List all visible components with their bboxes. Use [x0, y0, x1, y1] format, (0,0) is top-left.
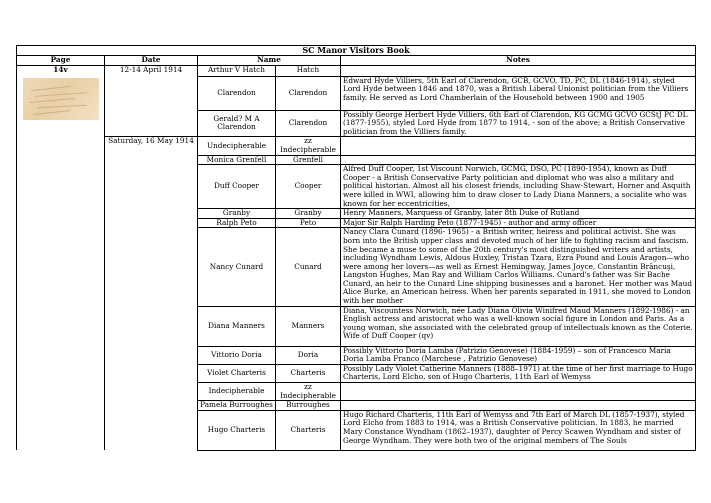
sheet-title: SC Manor Visitors Book	[17, 46, 696, 56]
date-cell: Saturday, 16 May 1914	[105, 137, 198, 450]
row-notes: Hugo Richard Charteris, 11th Earl of Wemyss and 7th Earl of March DL (1857-1937), styled Lord Elcho from 1883 to 1914, was a British Conservative politician. In 1883, he married Mary Constance Wyndham (1862–1937), daughter of Percy Scawen Wyndham and sister of George Wyndham. They were both two of the original members of The Souls	[341, 410, 696, 450]
row-name: Duff Cooper	[198, 165, 276, 209]
row-notes: Major Sir Ralph Harding Peto (1877-1945) - author and army officer	[341, 218, 696, 228]
row-short-name: Clarendon	[276, 76, 341, 110]
row-name: Indecipherable	[198, 383, 276, 401]
row-name: Monica Grenfell	[198, 155, 276, 165]
row-name: Vittorio Doria	[198, 346, 276, 364]
header-notes: Notes	[341, 56, 696, 66]
row-short-name: Grenfell	[276, 155, 341, 165]
visitors-book-thumbnail[interactable]	[23, 78, 99, 120]
row-notes: Possibly George Herbert Hyde Villiers, 6th Earl of Clarendon, KG GCMG GCVO GCStJ PC DL (1877-1955), styled Lord Hyde from 1877 to 1914, - son of the above; a British Conservative politician from the Villiers family.	[341, 110, 696, 137]
row-short-name: Cunard	[276, 228, 341, 306]
row-short-name: Cooper	[276, 165, 341, 209]
header-date: Date	[105, 56, 198, 66]
row-name: Nancy Cunard	[198, 228, 276, 306]
row-short-name: Charteris	[276, 410, 341, 450]
row-short-name: Granby	[276, 209, 341, 219]
row-name: Gerald? M A Clarendon	[198, 110, 276, 137]
row-name: Hugo Charteris	[198, 410, 276, 450]
visitors-table	[16, 45, 696, 451]
row-short-name: Charteris	[276, 364, 341, 382]
row-notes: Possibly Vittorio Doria Lamba (Patrizio Genovese) (1884-1959) – son of Francesco Maria Doria Lamba Franco (Marchese , Patrizio Genovese)	[341, 346, 696, 364]
row-name: Diana Manners	[198, 306, 276, 346]
row-short-name: Doria	[276, 346, 341, 364]
row-notes	[341, 401, 696, 411]
row-notes: Nancy Clara Cunard (1896- 1965) - a British writer, heiress and political activist. She was born into the British upper class and devoted much of her life to fighting racism and fascism. She became a muse to some of the 20th century's most distinguished writers and artists, including Wyndham Lewis, Aldous Huxley, Tristan Tzara, Ezra Pound and Louis Aragon—who were among her lovers—as well as Ernest Hemingway, James Joyce, Constantin Brâncuşi, Langston Hughes, Man Ray and William Carlos Williams. Cunard's father was Sir Bache Cunard, an heir to the Cunard Line shipping businesses and a baronet. Her mother was Maud Alice Burke, an American heiress. When her parents separated in 1911, she moved to London with her mother	[341, 228, 696, 306]
row-name: Ralph Peto	[198, 218, 276, 228]
row-notes	[341, 155, 696, 165]
row-notes	[341, 137, 696, 155]
date-cell: 12-14 April 1914	[105, 65, 198, 137]
header-page: Page	[17, 56, 105, 66]
row-short-name: zz Indecipherable	[276, 137, 341, 155]
row-name: Undecipherable	[198, 137, 276, 155]
row-short-name: Burroughes	[276, 401, 341, 411]
row-notes: Possibly Lady Violet Catherine Manners (1888–1971) at the time of her first marriage to Hugo Charteris, Lord Elcho, son of Hugo Charteris, 11th Earl of Wemyss	[341, 364, 696, 382]
row-name: Pamela Burroughes	[198, 401, 276, 411]
visitors-book-sheet	[16, 45, 695, 451]
row-notes: Edward Hyde Villiers, 5th Earl of Clarendon, GCB, GCVO, TD, PC, DL (1846-1914), styled Lord Hyde between 1846 and 1870, was a British Liberal Unionist politician from the Villiers family. He served as Lord Chamberlain of the Household between 1900 and 1905	[341, 76, 696, 110]
row-short-name: Manners	[276, 306, 341, 346]
row-notes: Diana, Viscountess Norwich, née Lady Diana Olivia Winifred Maud Manners (1892-1986) - an English actress and aristocrat who was a well-known social figure in London and Paris. As a young woman, she associated with the celebrated group of intellectuals known as the Coterie. Wife of Duff Cooper (qv)	[341, 306, 696, 346]
row-short-name: Hatch	[276, 65, 341, 76]
row-short-name: zz Indecipherable	[276, 383, 341, 401]
page-number: 14v	[53, 65, 68, 74]
row-notes	[341, 383, 696, 401]
header-name: Name	[198, 56, 341, 66]
row-short-name: Clarendon	[276, 110, 341, 137]
row-name: Arthur V Hatch	[198, 65, 276, 76]
page-number-cell	[17, 65, 105, 137]
row-notes: Henry Manners, Marquess of Granby, later 8th Duke of Rutland	[341, 209, 696, 219]
row-name: Granby	[198, 209, 276, 219]
row-name: Clarendon	[198, 76, 276, 110]
row-short-name: Peto	[276, 218, 341, 228]
page-number-cell-continued	[17, 137, 105, 450]
row-notes	[341, 65, 696, 76]
row-name: Violet Charteris	[198, 364, 276, 382]
row-notes: Alfred Duff Cooper, 1st Viscount Norwich, GCMG, DSO, PC (1890-1954), known as Duff Cooper - a British Conservative Party politician and diplomat who was also a military and political historian. Almost all his closest friends, including Shaw-Stewart, Horner and Asquith were killed in WWI, allowing him to draw closer to Lady Diana Manners, a socialite who was known for her eccentricities,	[341, 165, 696, 209]
